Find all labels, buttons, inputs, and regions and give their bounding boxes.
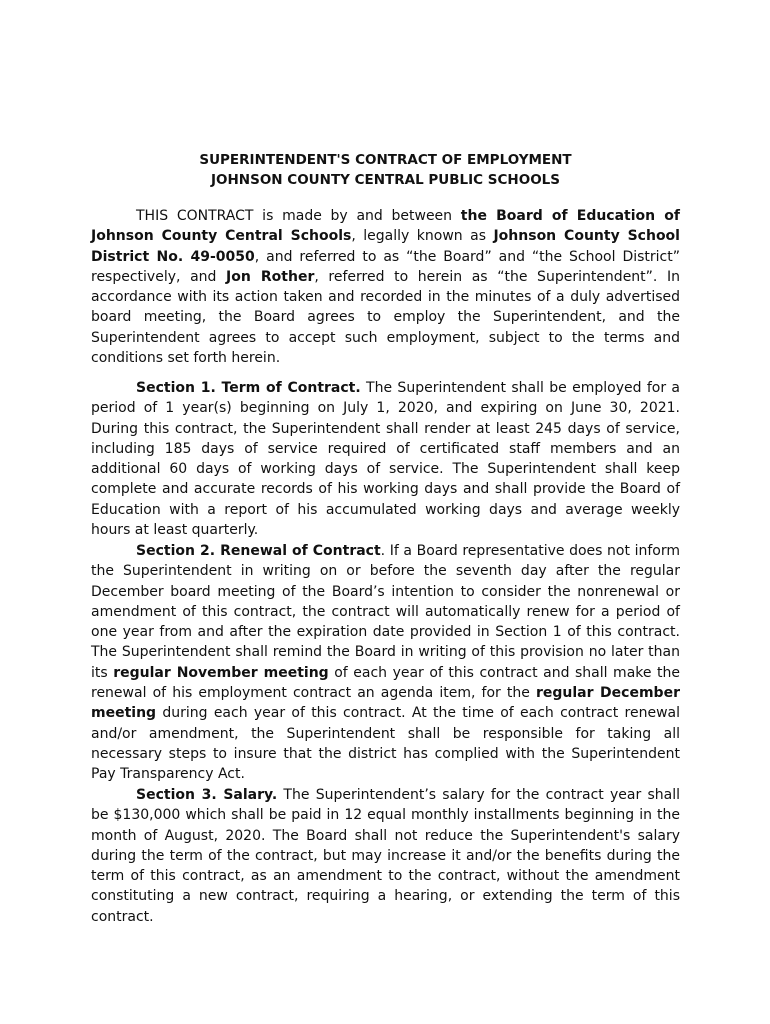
section-1-paragraph (91, 378, 680, 540)
intro-text-4: , referred to herein as “the Superintendent”. In accordance with its action taken and recorded in the minutes of a duly advertised board meeting, the Board agrees to employ the Superintendent, and the Superintendent agrees to accept such employment, subject to the terms and conditions set forth herein. (91, 268, 680, 367)
intro-bold-superintendent-name: Jon Rother (226, 268, 315, 285)
section-1-heading: Section 1. Term of Contract. (136, 380, 361, 396)
intro-text-1: THIS CONTRACT is made by and between (136, 208, 461, 224)
intro-bold-district: Johnson County School District No. 49-0050 (91, 228, 680, 265)
section-1-text: The Superintendent shall be employed for a period of 1 year(s) beginning on July 1, 2020, and expiring on June 30, 2021. During this contract, the Superintendent shall render at least 245 days of service, including 185 days of service required of certificated staff members and an additional 60 days of working days of service. The Superintendent shall keep complete and accurate records of his working days and shall provide the Board of Education with a report of his accumulated working days and average weekly hours at least quarterly. (91, 380, 681, 539)
intro-bold-board: the Board of Education of Johnson County Central Schools (91, 208, 680, 245)
section-3-text: The Superintendent’s salary for the contract year shall be $130,000 which shall be paid in 12 equal monthly installments beginning in the month of August, 2020. The Board shall not reduce the Superintendent's salary during the term of the contract, but may increase it and/or the benefits during the term of this contract, as an amendment to the contract, without the amendment constituting a new contract, requiring a hearing, or extending the term of this contract. (91, 787, 681, 925)
section-2-bold-december: regular December meeting (91, 685, 680, 722)
section-2-paragraph (91, 541, 680, 785)
section-2-text-3: during each year of this contract. At the time of each contract renewal and/or amendment, the Superintendent shall be responsible for taking all necessary steps to insure that the district has complied with the Superintendent Pay Transparency Act. (91, 705, 680, 783)
intro-paragraph (91, 206, 680, 368)
section-2-heading: Section 2. Renewal of Contract (136, 543, 381, 559)
intro-text-2: , legally known as (351, 228, 494, 245)
section-2-bold-november: regular November meeting (113, 664, 329, 681)
section-2-text-2: of each year of this contract and shall make the renewal of his employment contract an agenda item, for the (91, 664, 681, 702)
intro-text-3: , and referred to as “the Board” and “the School District” respectively, and (91, 248, 680, 285)
section-3-heading: Section 3. Salary. (136, 787, 278, 803)
document-title-line-1: SUPERINTENDENT'S CONTRACT OF EMPLOYMENT (199, 152, 572, 168)
section-3-paragraph (91, 785, 680, 927)
section-2-text-1: . If a Board representative does not inform the Superintendent in writing on or before the seventh day after the regular December board meeting of the Board’s intention to consider the nonrenewal or amendment of this contract, the contract will automatically renew for a period of one year from and after the expiration date provided in Section 1 of this contract. The Superintendent shall remind the Board in writing of this provision no later than its (91, 543, 680, 681)
document-title-line-2: JOHNSON COUNTY CENTRAL PUBLIC SCHOOLS (211, 172, 560, 188)
